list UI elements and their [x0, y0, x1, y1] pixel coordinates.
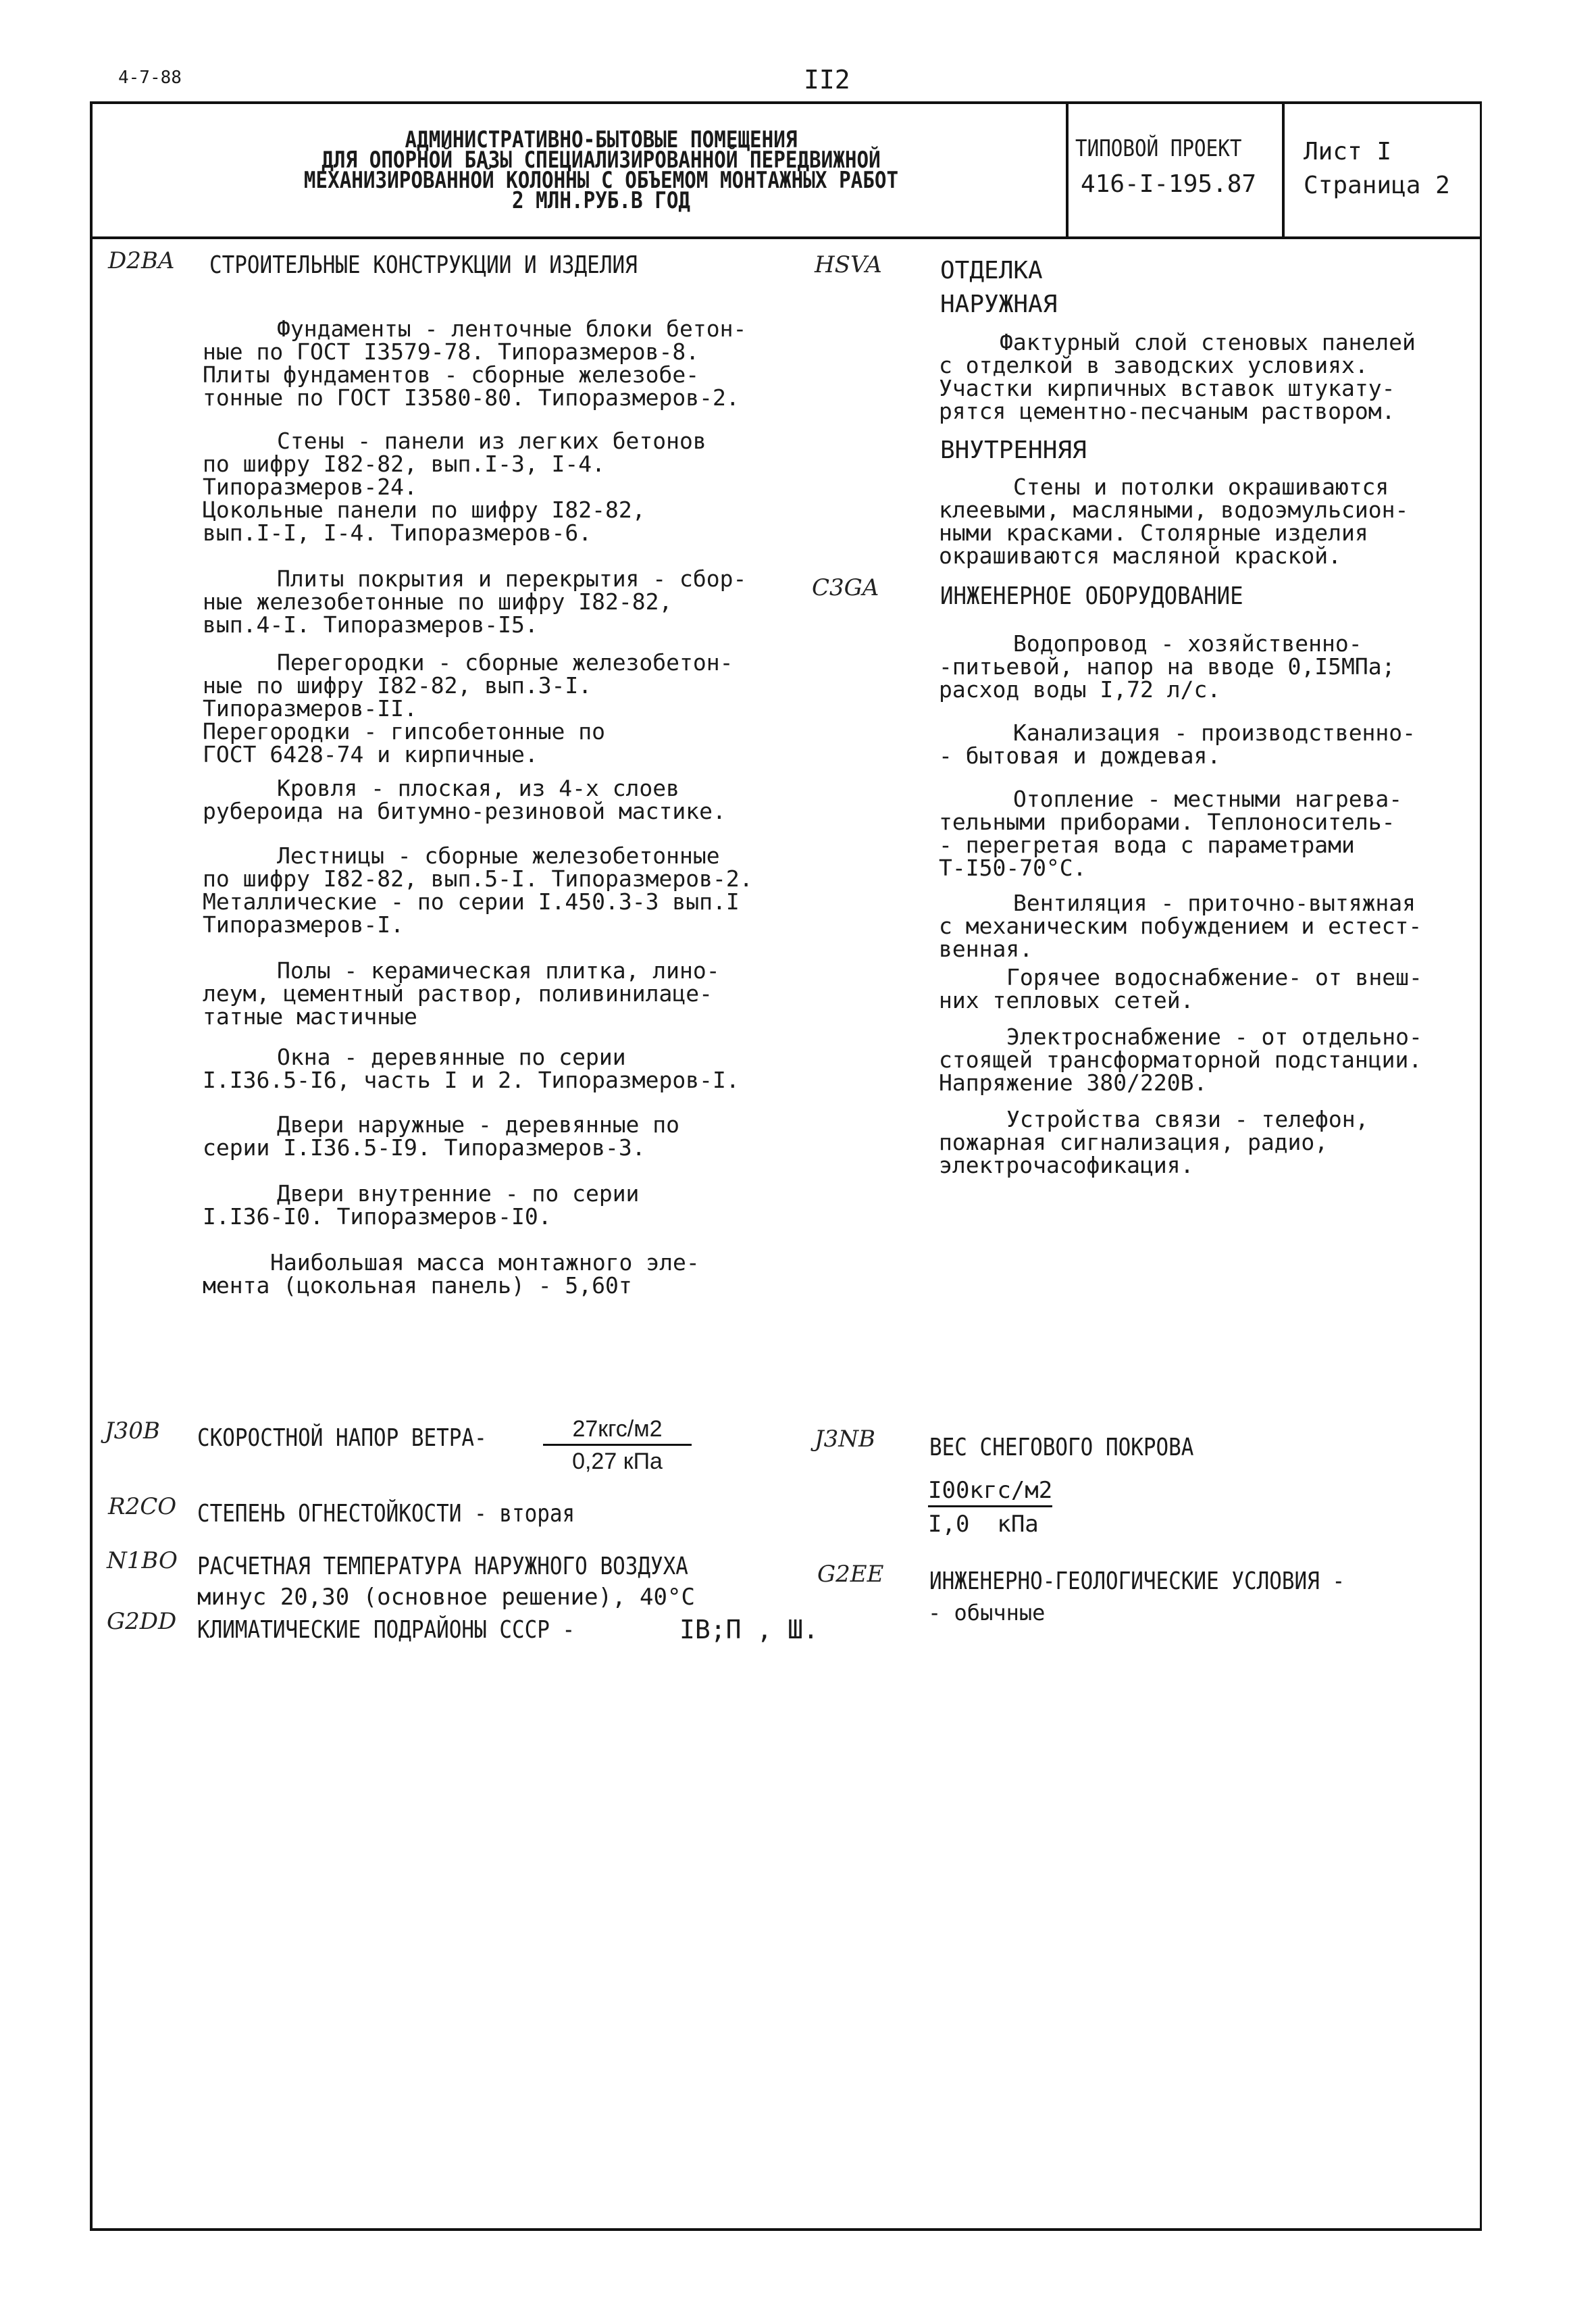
title-block-divider — [90, 236, 1482, 239]
snow-label: ВЕС СНЕГОВОГО ПОКРОВА — [929, 1434, 1194, 1461]
climate-value: IВ;П , Ш. — [679, 1615, 819, 1644]
construction-stairs: Лестницы - сборные железобетонные по шифру I82-82, вып.5-I. Типоразмеров-2. Металлические - по серии I.450.3-3 вып.I Типоразмеров-I. — [203, 842, 753, 938]
project-label: ТИПОВОЙ ПРОЕКТ — [1075, 135, 1242, 162]
eng-sewerage: Канализация - производственно- - бытовая и дождевая. — [939, 720, 1416, 769]
temp-value: минус 20,30 (основное решение), 40°С — [197, 1584, 695, 1611]
inner-finish-heading: ВНУТРЕННЯЯ — [940, 436, 1087, 464]
construction-roof: Кровля - плоская, из 4-х слоев рубероида на битумно-резиновой мастике. — [203, 775, 726, 824]
eng-hot-water: Горячее водоснабжение- от внеш- них тепловых сетей. — [939, 964, 1422, 1013]
geo-label: ИНЖЕНЕРНО-ГЕОЛОГИЧЕСКИЕ УСЛОВИЯ - — [929, 1567, 1345, 1595]
outer-finish-heading: НАРУЖНАЯ — [940, 291, 1058, 318]
construction-floors: Полы - керамическая плитка, лино- леум, цементный раствор, поливинилаце- татные мастичные — [203, 957, 720, 1030]
document-title — [259, 126, 944, 214]
construction-heading: СТРОИТЕЛЬНЫЕ КОНСТРУКЦИИ И ИЗДЕЛИЯ — [209, 251, 638, 279]
corner-code: 4-7-88 — [118, 68, 182, 88]
construction-max-mass: Наибольшая масса монтажного эле- мента (цокольная панель) - 5,60т — [203, 1249, 700, 1299]
eng-communications: Устройства связи - телефон, пожарная сигнализация, радио, электрочасофикация. — [939, 1106, 1369, 1178]
fire-code: R2CO — [108, 1493, 177, 1520]
title-line-3: МЕХАНИЗИРОВАННОЙ КОЛОННЫ С ОБЪЕМОМ МОНТАЖНЫХ РАБОТ — [303, 167, 899, 194]
construction-walls: Стены - панели из легких бетонов по шифру I82-82, вып.I-3, I-4. Типоразмеров-24. Цокольные панели по шифру I82-82, вып.I-I, I-4. Типоразмеров-6. — [203, 428, 706, 546]
eng-ventilation: Вентиляция - приточно-вытяжная с механическим побуждением и естест- венная. — [939, 890, 1422, 962]
page-label: Страница 2 — [1304, 172, 1450, 199]
construction-outer-doors: Двери наружные - деревянные по серии I.I36.5-I9. Типоразмеров-3. — [203, 1111, 680, 1161]
title-line-4: 2 МЛН.РУБ.В ГОД — [511, 187, 691, 214]
construction-inner-doors: Двери внутренние - по серии I.I36-I0. Типоразмеров-I0. — [203, 1180, 640, 1230]
page-number: II2 — [804, 65, 850, 95]
wind-fraction — [543, 1416, 692, 1475]
engineering-heading: ИНЖЕНЕРНОЕ ОБОРУДОВАНИЕ — [940, 582, 1243, 610]
finish-heading: ОТДЕЛКА — [940, 257, 1043, 284]
wind-code: J30B — [105, 1417, 160, 1444]
section-code-construction: D2BA — [108, 247, 175, 274]
section-code-finish: HSVA — [815, 251, 882, 278]
fire-label: СТЕПЕНЬ ОГНЕСТОЙКОСТИ - вторая — [197, 1500, 575, 1528]
climate-label: КЛИМАТИЧЕСКИЕ ПОДРАЙОНЫ СССР - — [197, 1616, 575, 1644]
project-number: 416-I-195.87 — [1081, 170, 1257, 198]
inner-finish-text: Стены и потолки окрашиваются клеевыми, масляными, водоэмульсион- ными красками. Столярные изделия окрашиваются масляной краской. — [939, 474, 1409, 569]
outer-finish-text: Фактурный слой стеновых панелей с отделкой в заводских условиях. Участки кирпичных вставок штукату- рятся цементно-песчаным раствором. — [939, 329, 1416, 424]
wind-denominator: 0,27 кПа — [572, 1449, 663, 1474]
wind-numerator: 27кгс/м2 — [543, 1416, 692, 1446]
eng-heating: Отопление - местными нагрева- тельными приборами. Теплоноситель- - перегретая вода с параметрами Т-I50-70°С. — [939, 786, 1403, 881]
title-line-2: ДЛЯ ОПОРНОЙ БАЗЫ СПЕЦИАЛИЗИРОВАННОЙ ПЕРЕДВИЖНОЙ — [321, 147, 881, 174]
eng-water-supply: Водопровод - хозяйственно- -питьевой, напор на вводе 0,I5МПа; расход воды I,72 л/с. — [939, 630, 1395, 703]
wind-label: СКОРОСТНОЙ НАПОР ВЕТРА- — [197, 1424, 487, 1452]
construction-foundations: Фундаменты - ленточные блоки бетон- ные по ГОСТ I3579-78. Типоразмеров-8. Плиты фундаментов - сборные железобе- тонные по ГОСТ I3580-80. Типоразмеров-2. — [203, 316, 747, 411]
construction-partitions: Перегородки - сборные железобетон- ные по шифру I82-82, вып.3-I. Типоразмеров-II. Перегородки - гипсобетонные по ГОСТ 6428-74 и кирпичные. — [203, 649, 733, 768]
section-code-engineering: C3GA — [812, 574, 879, 601]
eng-power-supply: Электроснабжение - от отдельно- стоящей трансформаторной подстанции. Напряжение 380/220В. — [939, 1024, 1422, 1096]
geo-value: - обычные — [928, 1600, 1046, 1626]
title-block-separator-1 — [1066, 101, 1069, 236]
title-block-separator-2 — [1282, 101, 1285, 236]
construction-slabs: Плиты покрытия и перекрытия - сбор- ные железобетонные по шифру I82-82, вып.4-I. Типоразмеров-I5. — [203, 565, 747, 638]
climate-code: G2DD — [107, 1608, 177, 1635]
construction-windows: Окна - деревянные по серии I.I36.5-I6, часть I и 2. Типоразмеров-I. — [203, 1044, 740, 1093]
snow-code: J3NB — [815, 1426, 875, 1453]
sheet-number: Лист I — [1304, 138, 1392, 166]
snow-value-kpa: I,0 кПа — [928, 1511, 1039, 1538]
snow-value-kgs: I00кгс/м2 — [928, 1477, 1052, 1507]
geo-code: G2EE — [817, 1561, 884, 1588]
title-line-1: АДМИНИСТРАТИВНО-БЫТОВЫЕ ПОМЕЩЕНИЯ — [405, 126, 798, 153]
temp-label: РАСЧЕТНАЯ ТЕМПЕРАТУРА НАРУЖНОГО ВОЗДУХА — [197, 1553, 688, 1580]
temp-code: N1BO — [107, 1547, 178, 1574]
